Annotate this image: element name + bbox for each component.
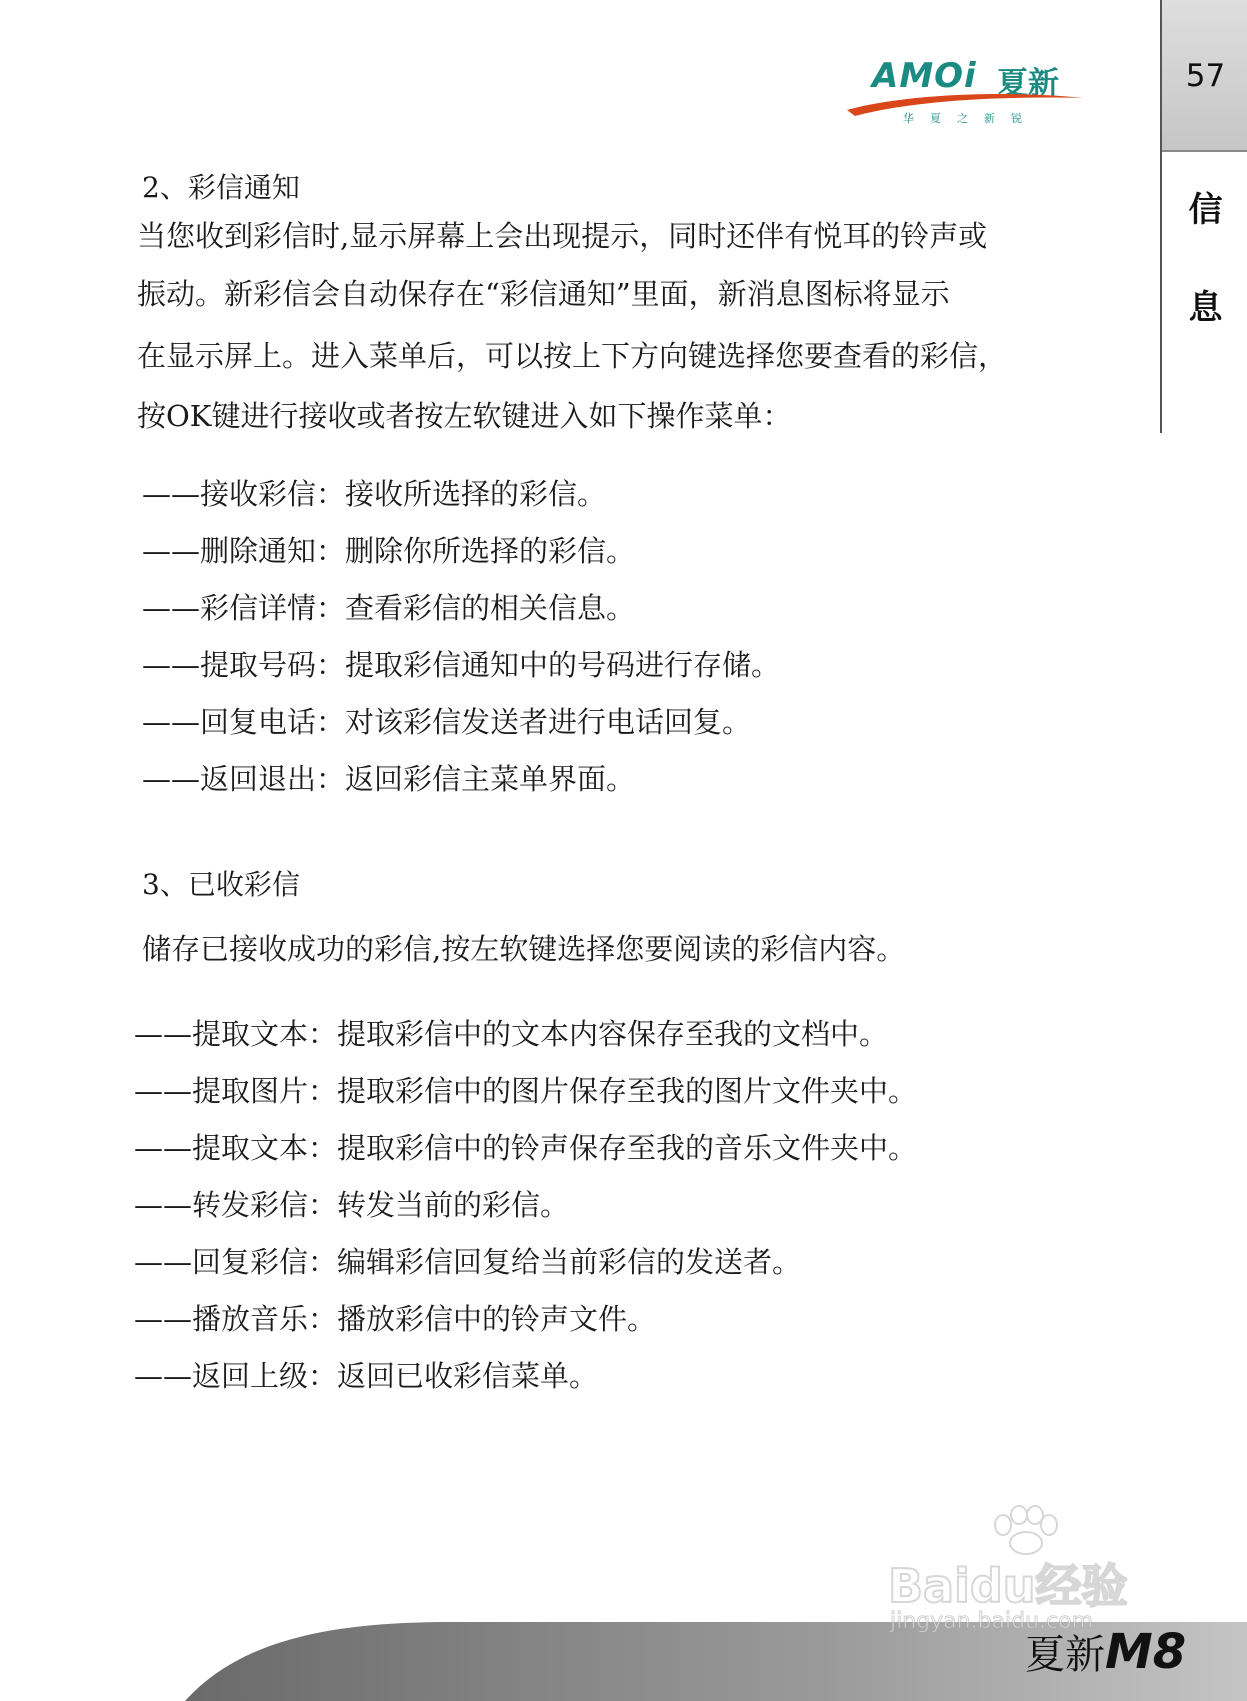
menu-item: ——彩信详情：查看彩信的相关信息。: [142, 591, 636, 625]
paragraph-line: 振动。新彩信会自动保存在“彩信通知”里面，新消息图标将显示: [137, 277, 950, 311]
menu-item: ——回复电话：对该彩信发送者进行电话回复。: [142, 705, 752, 739]
menu-item: ——提取图片：提取彩信中的图片保存至我的图片文件夹中。: [134, 1074, 918, 1108]
menu-item: ——提取号码：提取彩信通知中的号码进行存储。: [142, 648, 781, 682]
watermark-text: Baidu经验: [888, 1559, 1128, 1613]
section-heading: 2、彩信通知: [142, 171, 300, 204]
amoi-logo: [845, 52, 1085, 134]
menu-item: ——返回退出：返回彩信主菜单界面。: [142, 762, 636, 796]
page-number-box: [1162, 0, 1247, 152]
footer-model: M8: [1105, 1624, 1187, 1680]
watermark-url: jingyan.baidu.com: [890, 1609, 1094, 1634]
logo-slogan: 华夏之新锐: [903, 112, 1038, 125]
logo-brand-latin: AMOi: [872, 56, 977, 96]
section-tab-char: 息: [1188, 288, 1223, 328]
menu-item: ——接收彩信：接收所选择的彩信。: [142, 477, 607, 511]
baidu-watermark: [880, 1505, 1180, 1635]
paragraph-line: 在显示屏上。进入菜单后，可以按上下方向键选择您要查看的彩信，: [137, 339, 1008, 373]
footer-brand: 夏新: [1025, 1632, 1105, 1678]
paragraph-line: 储存已接收成功的彩信,按左软键选择您要阅读的彩信内容。: [142, 932, 906, 966]
menu-item: ——转发彩信：转发当前的彩信。: [134, 1188, 570, 1222]
section-tab-char: 信: [1188, 190, 1223, 230]
section-heading: 3、已收彩信: [142, 868, 300, 901]
page-number: 57: [1185, 58, 1226, 94]
menu-item: ——回复彩信：编辑彩信回复给当前彩信的发送者。: [134, 1245, 802, 1279]
footer-model-label: [1025, 1623, 1186, 1680]
paw-icon: [985, 1505, 1065, 1555]
side-tab: [1160, 0, 1247, 433]
menu-item: ——提取文本：提取彩信中的铃声保存至我的音乐文件夹中。: [134, 1131, 918, 1165]
menu-item: ——提取文本：提取彩信中的文本内容保存至我的文档中。: [134, 1017, 889, 1051]
menu-item: ——删除通知：删除你所选择的彩信。: [142, 534, 636, 568]
paragraph-line: 按OK键进行接收或者按左软键进入如下操作菜单：: [137, 399, 792, 433]
paragraph-line: 当您收到彩信时,显示屏幕上会出现提示，同时还伴有悦耳的铃声或: [137, 219, 988, 253]
menu-item: ——播放音乐：播放彩信中的铃声文件。: [134, 1302, 657, 1336]
logo-brand-cn: 夏新: [997, 66, 1059, 102]
menu-item: ——返回上级：返回已收彩信菜单。: [134, 1359, 599, 1393]
